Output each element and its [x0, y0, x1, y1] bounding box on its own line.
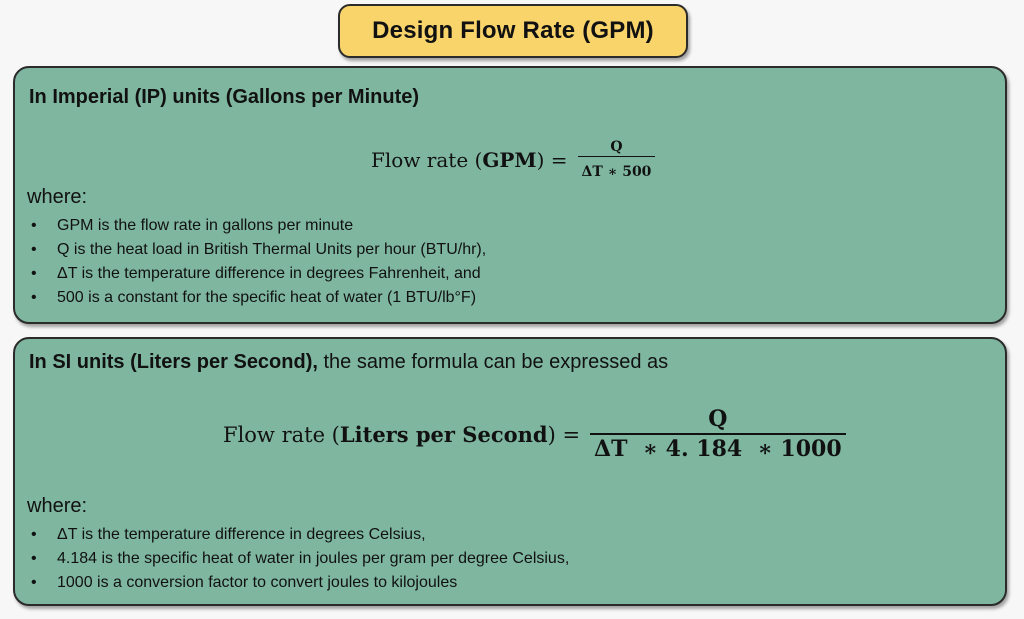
imperial-units-panel: [13, 66, 1007, 324]
si-formula-numerator: Q: [708, 406, 728, 432]
list-item: • ΔT is the temperature difference in degrees Celsius,: [29, 523, 569, 547]
si-bullet-list: [29, 523, 569, 595]
page-title-text: Design Flow Rate (GPM): [372, 17, 654, 44]
si-heading-bold: In SI units (Liters per Second),: [29, 351, 318, 373]
imperial-formula-equals: ) =: [536, 147, 568, 172]
imperial-formula-fraction: [578, 138, 656, 181]
si-units-panel: [13, 337, 1007, 606]
imperial-formula-denominator: ΔT ∗ 500: [581, 164, 652, 180]
si-formula-equals: ) =: [547, 422, 581, 447]
imperial-formula-lhs-unit: GPM: [482, 147, 537, 172]
si-heading: [29, 351, 668, 374]
imperial-formula-numerator: Q: [610, 139, 623, 155]
si-where-label: where:: [27, 495, 88, 517]
imperial-bullet-list: [29, 214, 486, 310]
list-item: • 4.184 is the specific heat of water in joules per gram per degree Celsius,: [29, 547, 569, 571]
si-formula-lhs-text: Flow rate (: [223, 422, 340, 447]
si-formula: [223, 405, 846, 463]
list-item: • 1000 is a conversion factor to convert joules to kilojoules: [29, 571, 569, 595]
imperial-formula: [371, 138, 655, 181]
si-formula-lhs-unit: Liters per Second: [339, 421, 548, 447]
list-item: • GPM is the flow rate in gallons per minute: [29, 214, 486, 238]
list-item: • Q is the heat load in British Thermal Units per hour (BTU/hr),: [29, 238, 486, 262]
imperial-formula-lhs-text: Flow rate (: [371, 147, 483, 172]
imperial-heading: [29, 86, 419, 109]
si-formula-fraction: [590, 405, 846, 463]
imperial-where-label: where:: [27, 186, 88, 208]
si-heading-rest: the same formula can be expressed as: [317, 351, 669, 373]
imperial-formula-lhs: [371, 148, 568, 172]
page-title: [338, 4, 688, 58]
list-item: • 500 is a constant for the specific heat of water (1 BTU/lb°F): [29, 286, 486, 310]
si-formula-bar: [590, 433, 846, 463]
imperial-heading-text: In Imperial (IP) units (Gallons per Minute): [29, 86, 420, 108]
imperial-formula-bar: [578, 156, 656, 181]
si-formula-denominator: ΔT ∗ 4. 184 ∗ 1000: [594, 436, 842, 462]
list-item: • ΔT is the temperature difference in degrees Fahrenheit, and: [29, 262, 486, 286]
si-formula-lhs: [223, 422, 580, 447]
